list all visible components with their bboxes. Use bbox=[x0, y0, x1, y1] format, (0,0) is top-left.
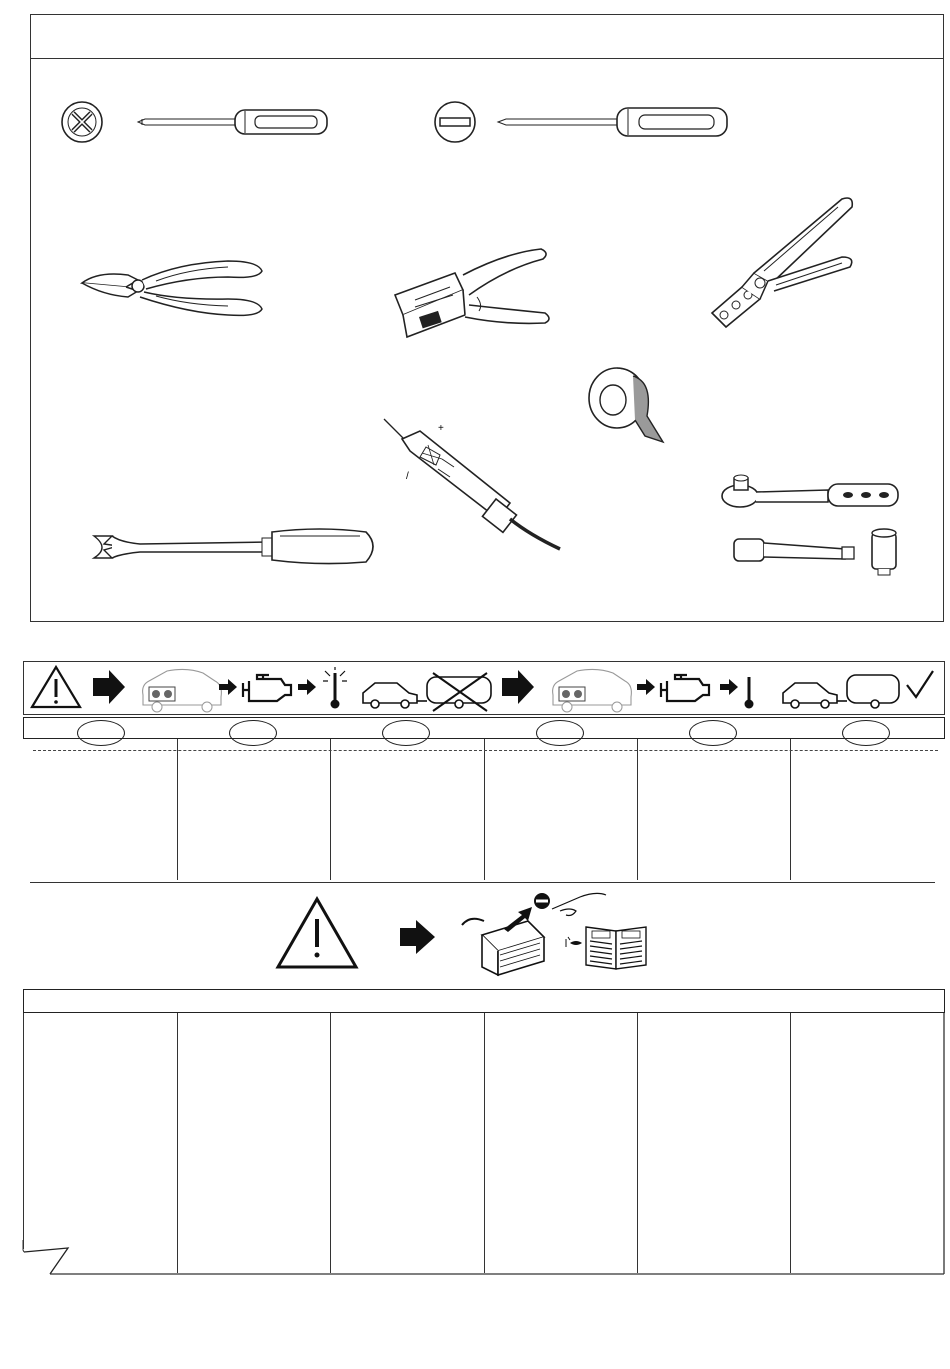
voltage-tester-icon bbox=[380, 415, 565, 555]
language-oval bbox=[536, 720, 584, 746]
tools-title-bar bbox=[30, 14, 944, 59]
language-oval bbox=[77, 720, 125, 746]
arrow-icon bbox=[720, 679, 738, 695]
plus-mark: + bbox=[438, 423, 444, 434]
socket-extension-icon bbox=[730, 525, 905, 580]
wire-stripper-icon bbox=[385, 245, 555, 350]
arrow-icon bbox=[637, 679, 655, 695]
grid-top-dashed-line bbox=[33, 750, 938, 751]
grid-bottom-divider bbox=[484, 1013, 485, 1273]
language-oval bbox=[229, 720, 277, 746]
car-front-icon bbox=[143, 669, 222, 712]
grid-top-divider bbox=[637, 739, 638, 880]
arrow-icon bbox=[93, 670, 125, 704]
thermometer-hot-icon bbox=[323, 667, 347, 709]
language-oval bbox=[689, 720, 737, 746]
warning-triangle-icon bbox=[32, 667, 80, 707]
grid-bottom-left-border bbox=[23, 1013, 24, 1249]
grid-bottom-divider bbox=[790, 1013, 791, 1273]
insulating-tape-icon bbox=[585, 362, 675, 447]
battery-warning-row bbox=[270, 885, 660, 980]
grid-bottom-header bbox=[23, 989, 945, 1013]
grid-top-header bbox=[23, 717, 945, 739]
grid-top-divider bbox=[484, 739, 485, 880]
warning-triangle-icon bbox=[278, 899, 356, 967]
car-trailer-crossed-icon bbox=[363, 673, 491, 711]
manual-book-icon bbox=[566, 927, 646, 969]
grid-top-divider bbox=[790, 739, 791, 880]
arrow-icon bbox=[400, 920, 435, 954]
phillips-screwdriver-icon bbox=[60, 98, 340, 148]
flat-screwdriver-icon bbox=[432, 98, 742, 148]
ratchet-wrench-icon bbox=[718, 472, 903, 517]
arrow-icon bbox=[298, 679, 316, 695]
engine-check-icon bbox=[661, 675, 709, 701]
engine-check-icon bbox=[243, 675, 291, 701]
grid-top-divider bbox=[177, 739, 178, 880]
grid-bottom-divider bbox=[330, 1013, 331, 1273]
arrow-icon bbox=[502, 670, 534, 704]
language-oval bbox=[382, 720, 430, 746]
trim-removal-tool-icon bbox=[90, 522, 380, 572]
minus-mark: / bbox=[406, 471, 409, 482]
crimping-pliers-icon bbox=[702, 195, 862, 335]
car-front-icon bbox=[553, 669, 632, 712]
grid-bottom-divider bbox=[177, 1013, 178, 1273]
car-trailer-icon bbox=[783, 675, 899, 708]
page-corner-mark bbox=[20, 1240, 950, 1280]
thermometer-icon bbox=[745, 677, 754, 709]
grid-top-divider bbox=[330, 739, 331, 880]
separator-line bbox=[30, 882, 935, 883]
battery-disconnect-icon bbox=[462, 893, 606, 975]
language-oval bbox=[842, 720, 890, 746]
side-cutter-pliers-icon bbox=[78, 255, 273, 325]
grid-bottom-divider bbox=[637, 1013, 638, 1273]
warning-row-icons bbox=[23, 661, 945, 715]
checkmark-icon bbox=[907, 671, 933, 697]
